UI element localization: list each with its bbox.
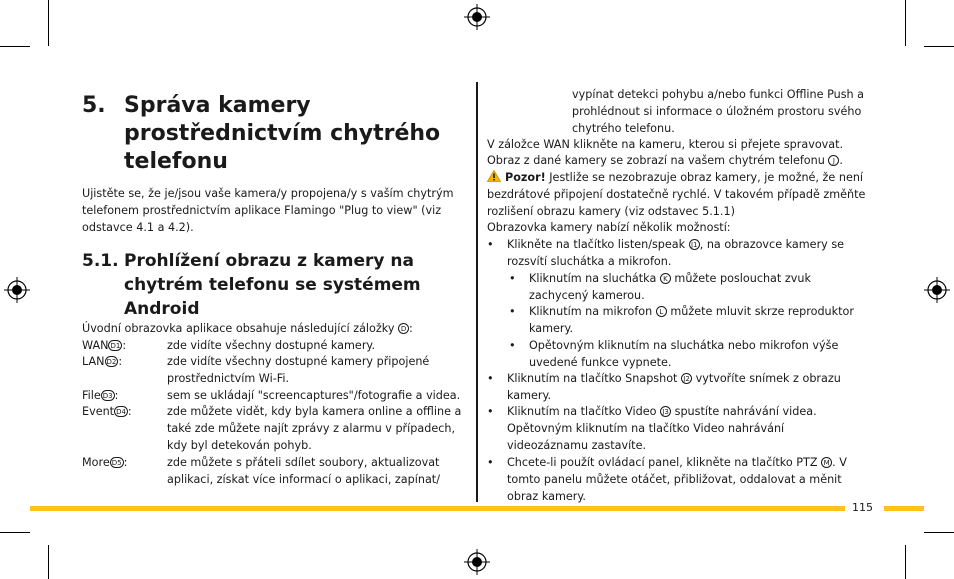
bullet-marker: • [509,339,516,352]
tab-description: zde vidíte všechny dostupné kamery připojené prostřednictvím Wi-Fi. [167,355,430,385]
registration-mark-icon [4,277,30,303]
crop-mark [924,46,954,47]
column-divider [476,82,478,502]
label-badge: D3 [102,392,113,400]
list-item: Kliknutím na sluchátka K můžete poslouchat zvuk zachycený kamerou. [529,272,811,302]
section-title: Prohlížení obrazu z kamery na chytrém telefonu se systémem Android [124,251,421,319]
label-badge: D5 [111,459,122,467]
bullet-marker: • [487,372,494,385]
list-item: Kliknutím na mikrofon L můžete mluvit skrze reproduktor kamery. [529,305,854,335]
chapter-number: 5. [82,93,106,118]
label-badge: J3 [660,406,671,417]
label-badge: D1 [110,342,121,350]
registration-mark-icon [464,4,490,30]
crop-mark [905,545,906,579]
list-item: Opětovným kliknutím na sluchátka nebo mikrofon výše uvedené funkce vypnete. [529,339,839,369]
crop-mark [924,532,954,533]
registration-mark-icon [924,277,950,303]
bullet-marker: • [487,405,494,418]
warning-text: Jestliže se nezobrazuje obraz kamery, je možné, že není bezdrátové připojení dostatečně rychlé. V takovém případě změňte rozlišení obrazu kamery (viz odstavec 5.1.1) [487,171,866,218]
label-badge: M [821,457,832,468]
bullet-marker: • [487,238,494,251]
crop-mark [48,545,49,579]
label-badge: L [656,306,667,317]
list-item: Kliknutím na tlačítko Video J3 spustíte nahrávání videa. Opětovným kliknutím na tlačítko Video nahrávání videozáznamu zastavíte. [507,405,817,452]
options-intro: Obrazovka kamery nabízí několik možností: [487,221,731,234]
label-badge: J [828,155,839,166]
registration-mark-icon [464,549,490,575]
warning-label: Pozor! [505,171,546,184]
crop-mark [905,0,906,46]
label-badge: K [660,273,671,284]
tab-description: sem se ukládají "screencaptures"/fotografie a videa. [167,389,461,402]
intro-paragraph: Ujistěte se, že je/jsou vaše kamera/y propojena/y s vaším chytrým telefonem prostřednictvím aplikace Flamingo "Plug to view" (viz odstavce 4.1 a 4.2). [82,187,454,234]
tab-description: zde vidíte všechny dostupné kamery. [167,339,375,352]
list-item: Klikněte na tlačítko listen/speak J1 , na obrazovce kamery se rozsvítí sluchátka a mikrofon. [507,238,845,268]
label-badge: D2 [106,358,117,366]
footer-accent-bar [884,506,924,511]
chapter-title: Správa kamery prostřednictvím chytrého telefonu [124,93,441,174]
bullet-marker: • [487,456,494,469]
wan-instruction: V záložce WAN klikněte na kameru, kterou si přejete spravovat. [487,138,844,151]
label-badge: J2 [681,373,692,384]
crop-mark [48,0,49,46]
crop-mark [0,46,30,47]
label-badge: D4 [116,408,126,416]
crop-mark [0,532,30,533]
tab-description: zde můžete vidět, kdy byla kamera online a offline a také zde můžete najít zprávy z alarmu v případech, kdy byl detekován pohyb. [167,405,462,452]
tab-description: zde můžete s přáteli sdílet soubory, aktualizovat aplikaci, získat více informací o aplikaci, zapínat/ [167,456,440,486]
list-item: Kliknutím na tlačítko Snapshot J2 vytvoříte snímek z obrazu kamery. [507,372,841,402]
bullet-marker: • [509,272,516,285]
bullet-marker: • [509,305,516,318]
more-continuation: vypínat detekci pohybu a/nebo funkci Offline Push a prohlédnout si informace o úložném prostoru svého chytrého telefonu. [572,88,865,135]
label-badge: J1 [689,239,700,250]
label-badge: D [398,323,409,334]
list-item: Chcete-li použít ovládací panel, klikněte na tlačítko PTZ M . V tomto panelu můžete otáčet, přibližovat, oddalovat a měnit obraz kamery. [507,456,847,503]
tabs-intro: Úvodní obrazovka aplikace obsahuje následující záložky D : [82,322,413,335]
warning-block [487,170,877,220]
footer-accent-bar [30,506,845,511]
section-number: 5.1. [82,251,119,271]
warning-icon [487,170,501,182]
image-instruction: Obraz z dané kamery se zobrazí na vašem chytrém telefonu J . [487,154,843,167]
page-number: 115 [852,501,873,514]
